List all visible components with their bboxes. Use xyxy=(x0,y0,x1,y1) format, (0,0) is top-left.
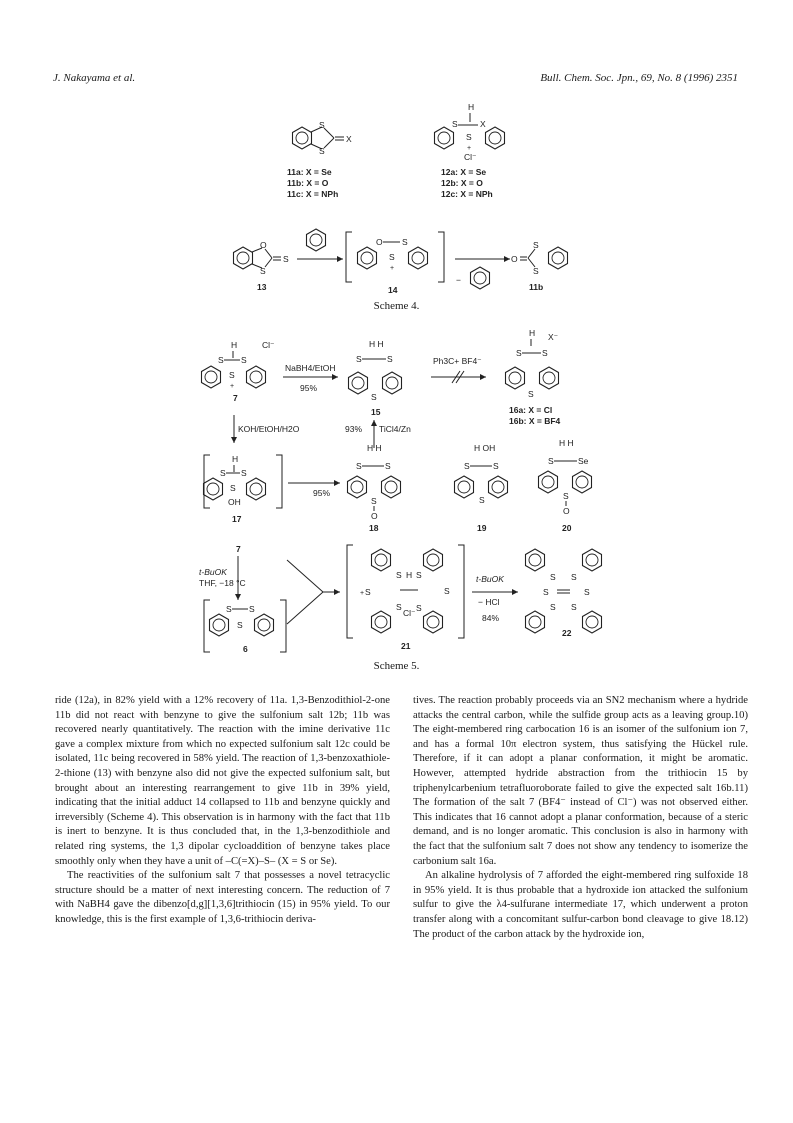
svg-text:S: S xyxy=(220,468,226,478)
svg-text:OH: OH xyxy=(228,497,241,507)
svg-text:S: S xyxy=(396,570,402,580)
label-14: 14 xyxy=(388,285,398,295)
svg-text:Cl⁻: Cl⁻ xyxy=(464,152,477,162)
label-12b: 12b: X = O xyxy=(441,178,483,188)
compound-14-structure xyxy=(346,232,444,282)
reagent-tbuok-2: t-BuOK xyxy=(476,574,504,584)
label-12c: 12c: X = NPh xyxy=(441,189,493,199)
paragraph: ride (12a), in 82% yield with a 12% recovery of 11a. 1,3-Benzodithiol-2-one 11b did not react with benzyne to give the sulfonium salt 12b; 11b was recovered nearly quantitatively. The reaction with the imine derivative 11c gave a complex mixture from which no expected sulfonium salt 12c could be isolated, 11c being recovered in 58% yield. The reaction of 1,3-benzoxathiole-2-thione (13) with benzyne also did not give the expected sulfonium salt, but brought about an interesting rearrangement to give 11b in 39% yield, indicating that the initial adduct 14 collapsed to 11b and benzyne quickly and irreversibly (Scheme 4). This observation is in harmony with the fact that 11b is inert to benzyne. It is thus concluded that, in the 1,3-benzodithiole and related ring systems, the 1,3 dipolar cycloaddition of benzyne takes place smoothly only when they have a unit of –C(=X)–S– (X = S or Se). xyxy=(55,695,390,867)
svg-text:− HCl: − HCl xyxy=(478,597,500,607)
label-19: 19 xyxy=(477,523,487,533)
arrow-branch-lower xyxy=(287,592,323,624)
svg-text:S: S xyxy=(229,370,235,380)
svg-text:X⁻: X⁻ xyxy=(548,332,559,342)
paragraph: The reactivities of the sulfonium salt 7 that possesses a novel tetracyclic structure should be a matter of next interesting concern. The reduction of 7 with NaBH4 gave the dibenzo[d,g][1,3,6]trithiocin (15) in 95% yield. To our knowledge, this is the first example of 1,3,6-trithiocin deriva- xyxy=(55,870,390,925)
svg-text:S: S xyxy=(283,254,289,264)
svg-text:S: S xyxy=(241,355,247,365)
svg-text:H H: H H xyxy=(367,443,382,453)
label-18: 18 xyxy=(369,523,379,533)
svg-text:S: S xyxy=(548,456,554,466)
svg-text:H: H xyxy=(406,570,413,580)
svg-text:S: S xyxy=(356,461,362,471)
label-17: 17 xyxy=(232,514,242,524)
svg-text:H H: H H xyxy=(559,438,574,448)
svg-text:O: O xyxy=(511,254,518,264)
svg-text:H OH: H OH xyxy=(474,443,496,453)
svg-text:S: S xyxy=(464,461,470,471)
compound-13-structure xyxy=(234,240,290,276)
compound-19-structure xyxy=(455,443,508,505)
label-20: 20 xyxy=(562,523,572,533)
svg-text:S: S xyxy=(571,602,577,612)
label-11c: 11c: X = NPh xyxy=(287,189,339,199)
svg-text:S: S xyxy=(493,461,499,471)
label-6: 6 xyxy=(243,644,248,654)
svg-text:93%: 93% xyxy=(345,424,363,434)
svg-text:S: S xyxy=(550,602,556,612)
svg-text:S: S xyxy=(249,604,255,614)
svg-text:H: H xyxy=(232,454,239,464)
svg-text:S: S xyxy=(226,604,232,614)
svg-text:S: S xyxy=(387,354,393,364)
svg-text:+: + xyxy=(467,145,472,152)
svg-text:S: S xyxy=(528,389,534,399)
compound-21-structure xyxy=(347,545,464,638)
label-16a: 16a: X = Cl xyxy=(509,405,553,415)
body-column-right xyxy=(413,694,748,942)
compound-15-structure xyxy=(349,339,402,402)
benzyne-icon xyxy=(307,229,326,251)
paragraph: tives. The reaction probably proceeds via an SN2 mechanism where a hydride attacks the central carbon, while the sulfide group acts as a leaving group.10) The eight-membered ring carbocation 16 is an isomer of the sulfonium ion 7, and has a formal 10π electron system, thus satisfying the Hückel rule. Therefore, if it can adopt a planar conformation, it might be aromatic. However, attempted hydride abstraction from the trithiocin 15 by triphenylcarbenium tetrafluoroborate failed to give the expected salt 16b.11) The formation of the salt 7 (BF4⁻ instead of Cl⁻) was not observed either. This indicates that 16 cannot adopt a planar conformation, because of a steric demand, and is no longer aromatic. This conclusion is also in harmony with the fact that the sulfonium salt 7 does not show any tendency to isomerize the carbonium salt 16a. xyxy=(413,695,748,867)
svg-text:H: H xyxy=(529,328,536,338)
label-11b-product: 11b xyxy=(529,282,544,292)
svg-text:S: S xyxy=(241,468,247,478)
reagent-koh: KOH/EtOH/H2O xyxy=(238,424,300,434)
svg-text:O: O xyxy=(376,237,383,247)
svg-text:S: S xyxy=(365,587,371,597)
label-11a: 11a: X = Se xyxy=(287,167,332,177)
label-12a: 12a: X = Se xyxy=(441,167,487,177)
svg-text:S: S xyxy=(389,252,395,262)
svg-text:S: S xyxy=(218,355,224,365)
svg-text:O: O xyxy=(371,511,378,521)
svg-text:THF, −18 °C: THF, −18 °C xyxy=(199,578,246,588)
compound-16-structure xyxy=(506,328,559,399)
svg-text:95%: 95% xyxy=(300,383,318,393)
svg-text:S: S xyxy=(550,572,556,582)
svg-text:Cl⁻: Cl⁻ xyxy=(403,608,416,618)
svg-text:S: S xyxy=(371,392,377,402)
svg-text:7: 7 xyxy=(236,544,241,554)
svg-text:+: + xyxy=(230,383,235,390)
svg-text:S: S xyxy=(533,266,539,276)
svg-text:S: S xyxy=(356,354,362,364)
svg-text:S: S xyxy=(516,348,522,358)
svg-text:S: S xyxy=(584,587,590,597)
svg-text:84%: 84% xyxy=(482,613,500,623)
svg-text:S: S xyxy=(319,120,325,130)
label-21: 21 xyxy=(401,641,411,651)
scheme-5-caption: Scheme 5. xyxy=(373,660,420,672)
arrow-branch-upper xyxy=(287,560,323,592)
compound-11-structure xyxy=(293,120,353,156)
svg-text:+: + xyxy=(390,265,395,272)
svg-text:S: S xyxy=(260,266,266,276)
svg-text:S: S xyxy=(533,240,539,250)
compound-11b-structure xyxy=(511,240,568,276)
label-13: 13 xyxy=(257,282,267,292)
svg-text:S: S xyxy=(416,570,422,580)
svg-text:S: S xyxy=(237,620,243,630)
svg-text:H: H xyxy=(231,340,238,350)
compound-22-structure xyxy=(526,549,602,633)
svg-text:X: X xyxy=(480,119,486,129)
scheme-4-caption: Scheme 4. xyxy=(373,300,420,312)
compound-12-structure xyxy=(435,102,505,162)
reagent-nabh4: NaBH4/EtOH xyxy=(285,363,336,373)
body-column-left xyxy=(55,694,390,928)
svg-text:S: S xyxy=(416,603,422,613)
svg-text:S: S xyxy=(543,587,549,597)
running-header-journal: Bull. Chem. Soc. Jpn., 69, No. 8 (1996) 2351 xyxy=(540,72,738,84)
svg-text:S: S xyxy=(371,496,377,506)
svg-text:H H: H H xyxy=(369,339,384,349)
svg-text:S: S xyxy=(479,495,485,505)
svg-text:S: S xyxy=(385,461,391,471)
svg-text:S: S xyxy=(319,146,325,156)
svg-text:S: S xyxy=(571,572,577,582)
svg-text:S: S xyxy=(402,237,408,247)
svg-text:95%: 95% xyxy=(313,488,331,498)
svg-text:O: O xyxy=(260,240,267,250)
svg-text:+: + xyxy=(360,590,365,597)
svg-text:S: S xyxy=(444,586,450,596)
compound-17-structure xyxy=(204,454,283,508)
compound-7-structure xyxy=(202,340,276,390)
compound-20-structure xyxy=(539,438,592,516)
reagent-ticl4: TiCl4/Zn xyxy=(379,424,411,434)
reagent-tbuok-1: t-BuOK xyxy=(199,567,227,577)
svg-text:S: S xyxy=(396,602,402,612)
svg-text:S: S xyxy=(452,119,458,129)
label-7: 7 xyxy=(233,393,238,403)
svg-text:Cl⁻: Cl⁻ xyxy=(262,340,275,350)
running-header-authors: J. Nakayama et al. xyxy=(53,72,136,84)
reagent-trityl: Ph3C+ BF4⁻ xyxy=(433,356,482,366)
label-22: 22 xyxy=(562,628,572,638)
svg-text:−: − xyxy=(456,275,461,285)
svg-text:Se: Se xyxy=(578,456,589,466)
svg-text:S: S xyxy=(466,132,472,142)
compound-18-structure xyxy=(348,443,401,521)
label-16b: 16b: X = BF4 xyxy=(509,416,561,426)
svg-text:O: O xyxy=(563,506,570,516)
paragraph: An alkaline hydrolysis of 7 afforded the eight-membered ring sulfoxide 18 in 95% yield. It is thus probable that a hydroxide ion attacked the sulfonium sulfur to give the λ4-sulfurane intermediate 17, which underwent a proton transfer along with a concomitant sulfur-carbon bond cleavage to give 18.12) The product of the carbon attack by the hydroxide ion, xyxy=(413,870,748,940)
svg-text:X: X xyxy=(346,134,352,144)
label-15: 15 xyxy=(371,407,381,417)
svg-text:S: S xyxy=(542,348,548,358)
svg-text:S: S xyxy=(563,491,569,501)
svg-text:S: S xyxy=(230,483,236,493)
label-11b: 11b: X = O xyxy=(287,178,329,188)
svg-text:H: H xyxy=(468,102,475,112)
